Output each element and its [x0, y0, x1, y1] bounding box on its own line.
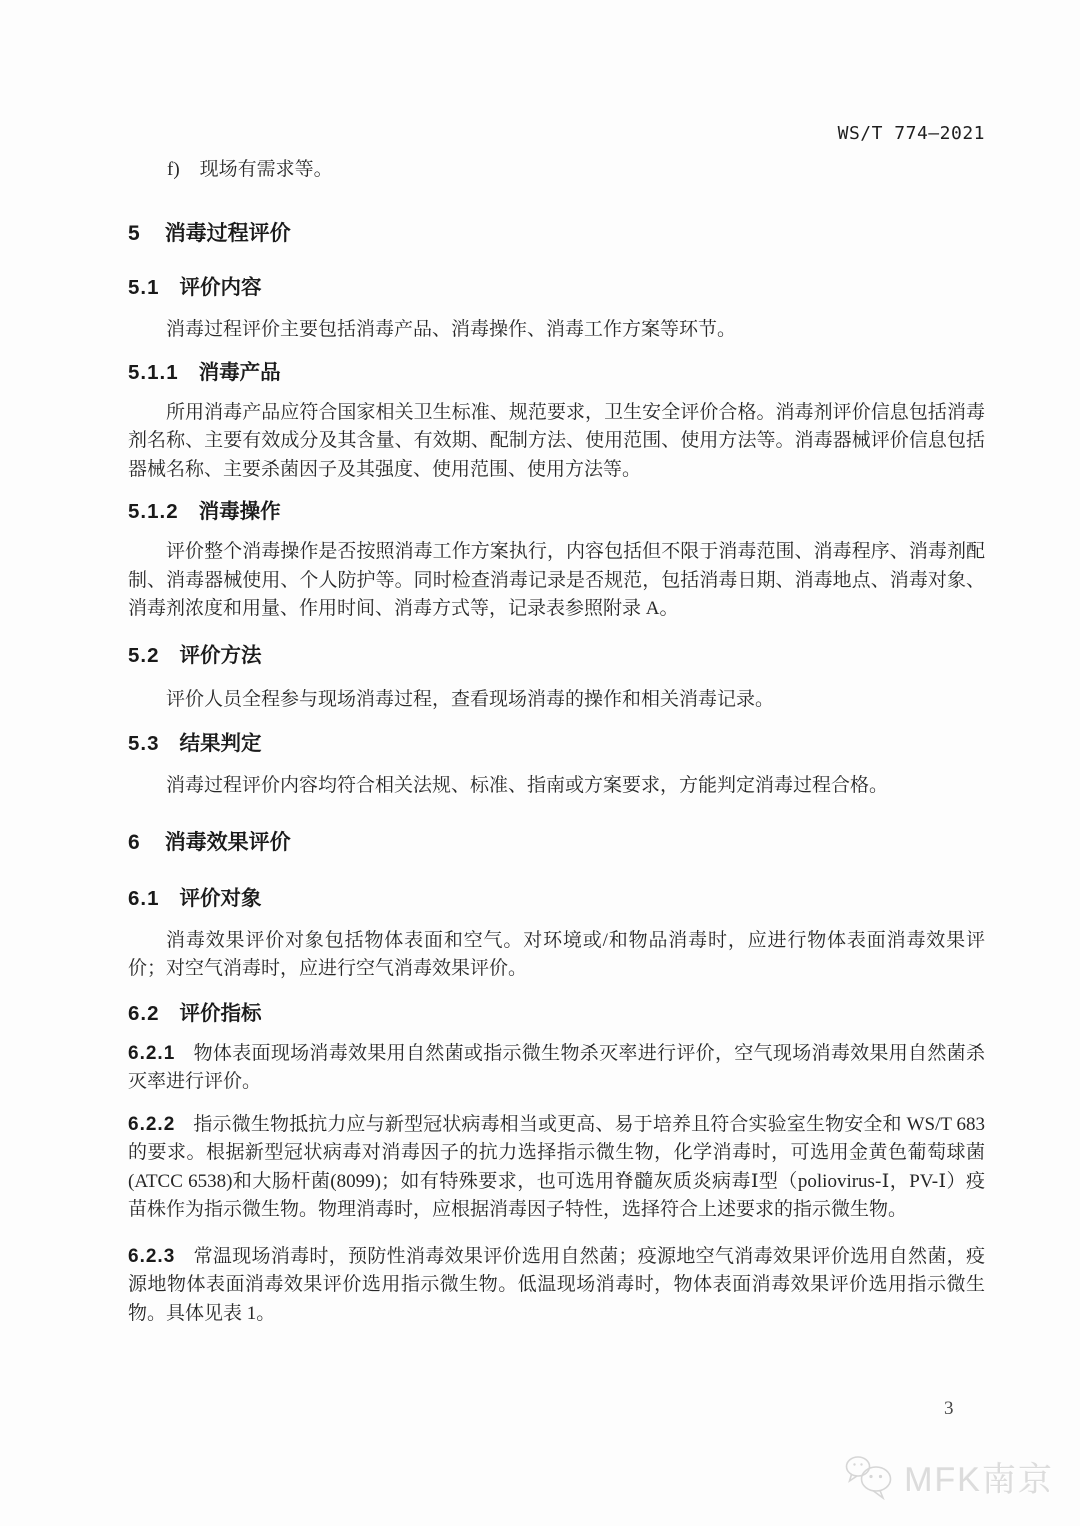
- paragraph-text: 物体表面现场消毒效果用自然菌或指示微生物杀灭率进行评价，空气现场消毒效果用自然菌杀灭率进行评价。: [128, 1042, 985, 1092]
- clause-number: 5.2: [128, 643, 160, 667]
- clause-number: 6.2.1: [128, 1042, 176, 1064]
- watermark: [844, 1452, 1054, 1501]
- watermark-text: MFK南京: [904, 1461, 1054, 1499]
- paragraph-text: 指示微生物抵抗力应与新型冠状病毒相当或更高、易于培养且符合实验室生物安全和 WS/T 683 的要求。根据新型冠状病毒对消毒因子的抗力选择指示微生物，化学消毒时，可选用金黄色葡萄球菌 (ATCC 6538)和大肠杆菌(8099)；如有特殊要求，也可选用脊髓灰质炎病毒Ⅰ型（poliovirus-Ⅰ，PV-Ⅰ）疫苗株作为指示微生物。物理消毒时，应根据消毒因子特性，选择符合上述要求的指示微生物。: [128, 1113, 985, 1220]
- paragraph-6-1: 消毒效果评价对象包括物体表面和空气。对环境或/和物品消毒时，应进行物体表面消毒效果评价；对空气消毒时，应进行空气消毒效果评价。: [128, 929, 985, 979]
- list-item-f: [128, 156, 985, 184]
- clause-title: 评价内容: [179, 276, 262, 299]
- paragraph-text: 常温现场消毒时，预防性消毒效果评价选用自然菌；疫源地空气消毒效果评价选用自然菌，疫源地物体表面消毒效果评价选用指示微生物。低温现场消毒时，物体表面消毒效果评价选用指示微生物。具体见表 1。: [128, 1245, 985, 1324]
- clause-heading-5-1-2: [128, 498, 985, 526]
- paragraph-6-2-2: [128, 1111, 985, 1225]
- clause-title: 消毒效果评价: [164, 830, 291, 854]
- clause-number: 5.1.1: [128, 360, 179, 384]
- clause-title: 消毒过程评价: [164, 222, 291, 245]
- clause-title: 评价对象: [179, 886, 262, 910]
- clause-number: 6.2.3: [128, 1245, 176, 1267]
- standard-code-text: WS/T 774—2021: [837, 123, 985, 144]
- clause-number: 5: [128, 222, 141, 245]
- clause-heading-5-2: [128, 642, 985, 670]
- page-number: 3: [944, 1398, 954, 1419]
- clause-heading-5: [128, 220, 985, 248]
- paragraph-5-1-1: 所用消毒产品应符合国家相关卫生标准、规范要求，卫生安全评价合格。消毒剂评价信息包括消毒剂名称、主要有效成分及其含量、有效期、配制方法、使用范围、使用方法等。消毒器械评价信息包括器械名称、主要杀菌因子及其强度、使用范围、使用方法等。: [128, 401, 985, 480]
- clause-title: 评价方法: [179, 643, 262, 667]
- clause-heading-6-1: [128, 885, 985, 913]
- clause-title: 消毒产品: [198, 360, 281, 384]
- list-item-marker: f): [167, 159, 180, 180]
- clause-title: 结果判定: [179, 732, 262, 755]
- clause-number: 5.1: [128, 276, 160, 299]
- paragraph-5-1-2: 评价整个消毒操作是否按照消毒工作方案执行，内容包括但不限于消毒范围、消毒程序、消毒剂配制、消毒器械使用、个人防护等。同时检查消毒记录是否规范，包括消毒日期、消毒地点、消毒对象、消毒剂浓度和用量、作用时间、消毒方式等，记录表参照附录 A。: [128, 541, 985, 619]
- clause-number: 5.3: [128, 732, 160, 755]
- paragraph-5-1: 消毒过程评价主要包括消毒产品、消毒操作、消毒工作方案等环节。: [166, 319, 737, 340]
- clause-number: 5.1.2: [128, 500, 179, 523]
- clause-number: 6.2.2: [128, 1113, 176, 1135]
- paragraph-5-3: 消毒过程评价内容均符合相关法规、标准、指南或方案要求，方能判定消毒过程合格。: [166, 775, 889, 796]
- clause-title: 消毒操作: [198, 500, 281, 523]
- list-item-text: 现场有需求等。: [199, 159, 333, 180]
- clause-heading-5-1: [128, 274, 985, 302]
- clause-number: 6: [128, 830, 141, 854]
- paragraph-5-2: 评价人员全程参与现场消毒过程，查看现场消毒的操作和相关消毒记录。: [166, 688, 775, 710]
- clause-heading-5-1-1: [128, 359, 985, 387]
- clause-number: 6.1: [128, 886, 160, 910]
- wechat-icon: [844, 1454, 896, 1500]
- clause-heading-6: [128, 829, 985, 857]
- clause-heading-6-2: [128, 1000, 985, 1028]
- standard-code-header: [128, 122, 985, 146]
- paragraph-6-2-3: [128, 1243, 985, 1329]
- paragraph-6-2-1: [128, 1040, 985, 1097]
- clause-number: 6.2: [128, 1001, 160, 1025]
- clause-title: 评价指标: [179, 1001, 262, 1025]
- clause-heading-5-3: [128, 730, 985, 758]
